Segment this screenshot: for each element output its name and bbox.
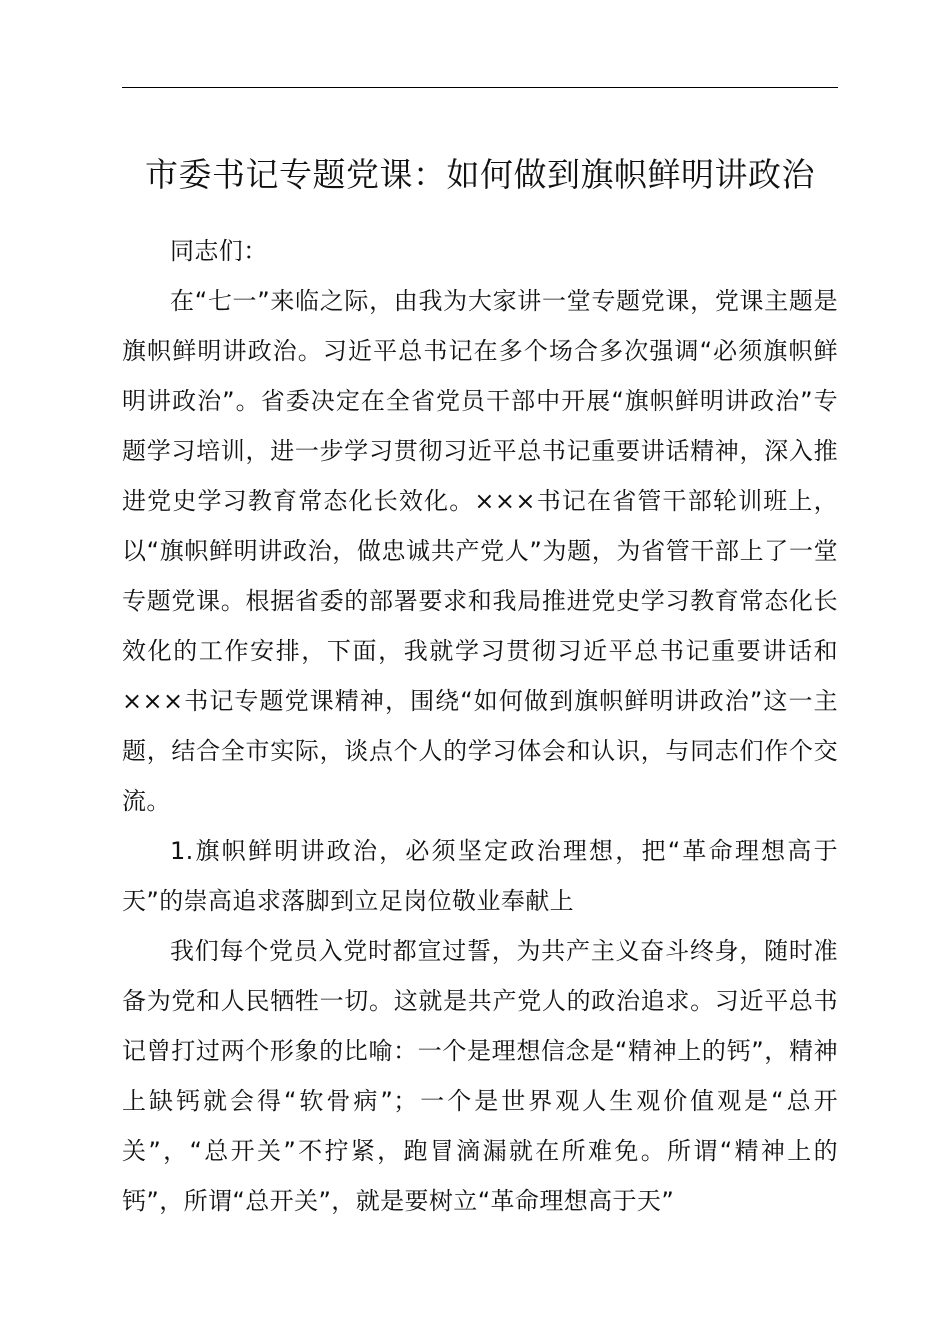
salutation-paragraph: 同志们： [170,237,268,265]
intro-paragraph: 在“七一”来临之际，由我为大家讲一堂专题党课，党课主题是旗帜鲜明讲政治。习近平总书记在多个场合多次强调“必须旗帜鲜明讲政治”。省委决定在全省党员干部中开展“旗帜鲜明讲政治”专题学习培训，进一步学习贯彻习近平总书记重要讲话精神，深入推进党史学习教育常态化长效化。×××书记在省管干部轮训班上，以“旗帜鲜明讲政治，做忠诚共产党人”为题，为省管干部上了一堂专题党课。根据省委的部署要求和我局推进党史学习教育常态化长效化的工作安排，下面，我就学习贯彻习近平总书记重要讲话和×××书记专题党课精神，围绕“如何做到旗帜鲜明讲政治”这一主题，结合全市实际，谈点个人的学习体会和认识，与同志们作个交流。 [122,287,838,815]
document-body [122,226,838,1226]
section-heading-1: 1.旗帜鲜明讲政治，必须坚定政治理想，把“革命理想高于天”的崇高追求落脚到立足岗位敬业奉献上 [122,837,838,915]
body-paragraph: 我们每个党员入党时都宣过誓，为共产主义奋斗终身，随时准备为党和人民牺牲一切。这就是共产党人的政治追求。习近平总书记曾打过两个形象的比喻：一个是理想信念是“精神上的钙”，精神上缺钙就会得“软骨病”；一个是世界观人生观价值观是“总开关”，“总开关”不拧紧，跑冒滴漏就在所难免。所谓“精神上的钙”，所谓“总开关”，就是要树立“革命理想高于天” [122,937,838,1215]
document-title: 市委书记专题党课：如何做到旗帜鲜明讲政治 [145,155,815,194]
header-rule [122,87,838,88]
